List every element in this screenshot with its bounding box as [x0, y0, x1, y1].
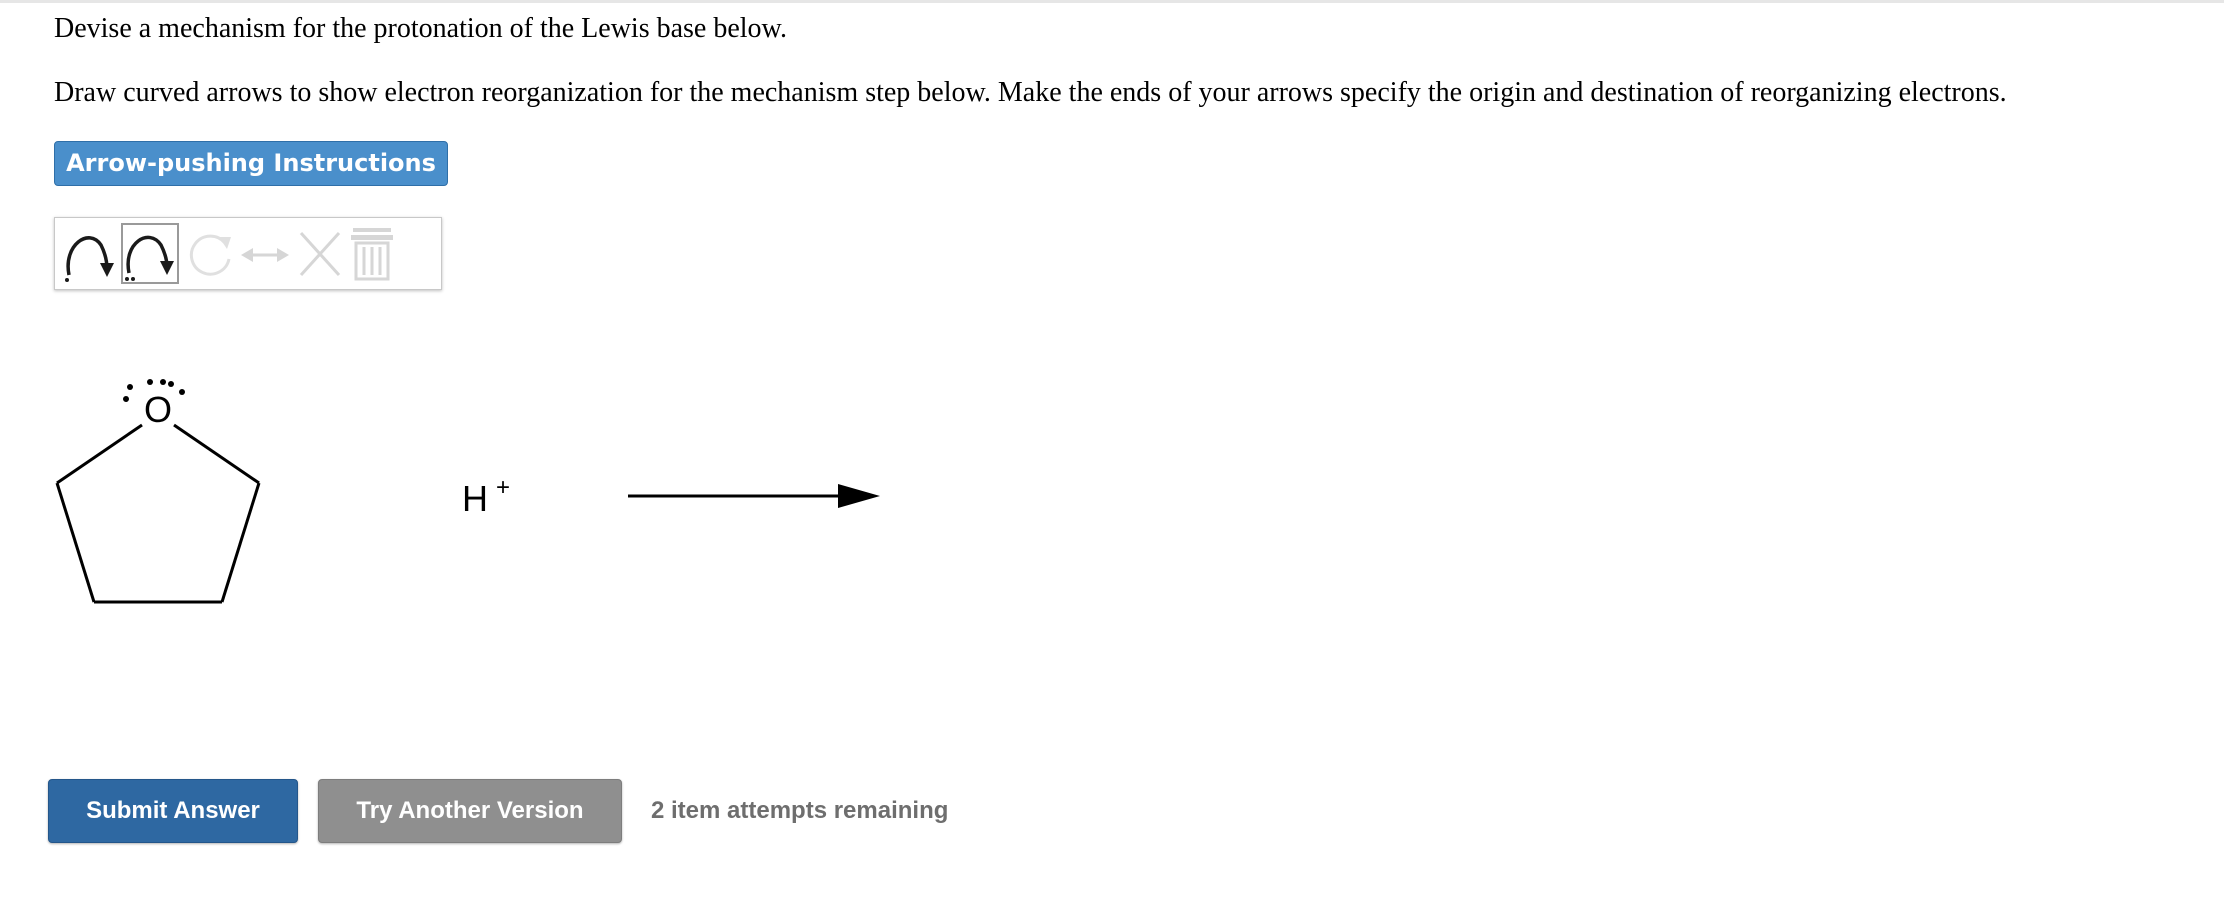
try-another-version-button[interactable]: Try Another Version: [318, 779, 622, 843]
resonance-arrow-tool[interactable]: [237, 223, 293, 284]
hydrogen-atom[interactable]: H: [462, 478, 488, 519]
resonance-arrow-icon: [237, 223, 293, 284]
drawing-toolbar: [54, 217, 442, 290]
top-divider: [0, 0, 2224, 3]
electron-pair-arrow-icon: [121, 223, 179, 284]
question-instructions: Draw curved arrows to show electron reorganization for the mechanism step below. Make the ends of your arrows specify the origin and destination of reorganizing electrons.: [54, 77, 2007, 108]
positive-charge: +: [496, 474, 511, 501]
arrow-pushing-instructions-button[interactable]: Arrow-pushing Instructions: [54, 141, 448, 186]
proton-reagent[interactable]: [462, 474, 510, 519]
tetrahydrofuran-molecule[interactable]: [57, 379, 259, 602]
delete-tool[interactable]: [295, 223, 345, 284]
submit-answer-button[interactable]: Submit Answer: [48, 779, 298, 843]
single-electron-arrow-tool[interactable]: [59, 223, 119, 284]
delete-icon: [295, 223, 345, 284]
trash-icon: [347, 223, 397, 284]
oxygen-atom[interactable]: O: [143, 389, 173, 430]
single-electron-arrow-icon: [59, 223, 119, 284]
clear-all-tool[interactable]: [347, 223, 397, 284]
reaction-canvas[interactable]: [0, 320, 1000, 640]
question-intro: Devise a mechanism for the protonation of the Lewis base below.: [54, 13, 787, 44]
rotate-icon: [185, 223, 235, 284]
rotate-tool[interactable]: [185, 223, 235, 284]
attempts-remaining-text: 2 item attempts remaining: [651, 797, 949, 824]
reaction-arrow-icon: [628, 484, 880, 508]
electron-pair-arrow-tool[interactable]: [121, 223, 179, 284]
